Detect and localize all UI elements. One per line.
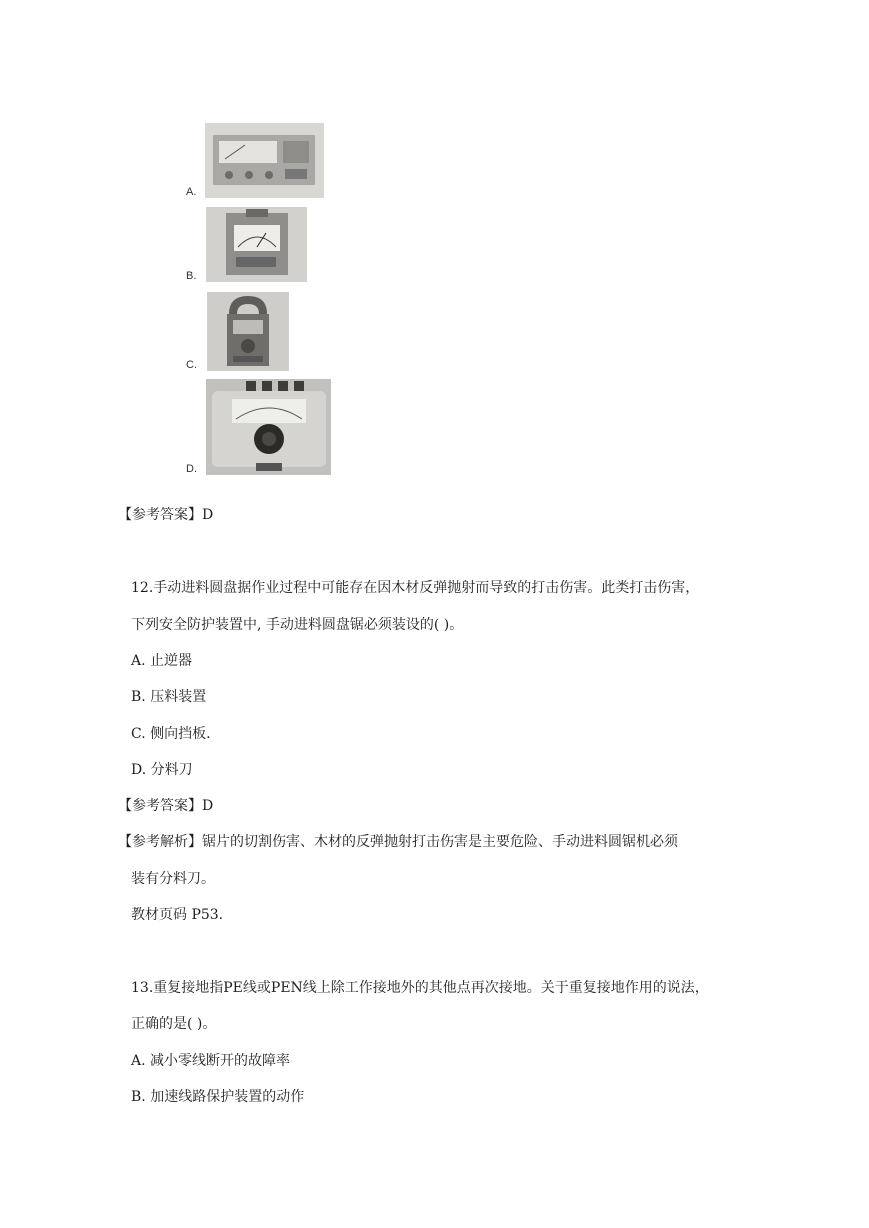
option-a-image <box>205 123 324 198</box>
option-d-letter: D. <box>186 463 197 475</box>
option-b-image <box>206 207 307 282</box>
option-a-letter: A. <box>186 186 197 198</box>
option-d-image <box>206 379 331 475</box>
q12-option-c: C. 侧向挡板. <box>131 726 211 742</box>
insulation-megger-icon <box>206 379 331 475</box>
q12-answer: 【参考答案】D <box>118 798 214 814</box>
q13-stem-line1: 13.重复接地指PE线或PEN线上除工作接地外的其他点再次接地。关于重复接地作用的说法， <box>131 980 709 996</box>
q12-analysis-line1: 【参考解析】锯片的切割伤害、木材的反弹抛射打击伤害是主要危险、手动进料圆锯机必须 <box>118 834 678 850</box>
q13-stem-line2: 正确的是( )。 <box>131 1016 217 1032</box>
q12-analysis-line2: 装有分料刀。 <box>131 871 215 887</box>
q12-stem-line2: 下列安全防护装置中, 手动进料圆盘锯必须装设的( )。 <box>131 617 464 633</box>
option-c-image <box>207 292 289 371</box>
option-b-letter: B. <box>186 270 197 282</box>
q12-option-d: D. 分料刀 <box>131 762 193 778</box>
clamp-meter-icon <box>207 292 289 371</box>
q12-option-a: A. 止逆器 <box>131 653 193 669</box>
analog-meter-icon <box>206 207 307 282</box>
multimeter-panel-icon <box>205 123 324 198</box>
q12-option-b: B. 压料装置 <box>131 689 207 705</box>
q12-stem-line1: 12.手动进料圆盘据作业过程中可能存在因木材反弹抛射而导致的打击伤害。此类打击伤害， <box>131 580 700 596</box>
answer-11: 【参考答案】D <box>118 507 214 523</box>
q13-option-b: B. 加速线路保护装置的动作 <box>131 1089 305 1105</box>
q13-option-a: A. 减小零线断开的故障率 <box>131 1053 291 1069</box>
option-c-letter: C. <box>186 359 197 371</box>
q12-page-reference: 教材页码 P53. <box>131 907 224 923</box>
